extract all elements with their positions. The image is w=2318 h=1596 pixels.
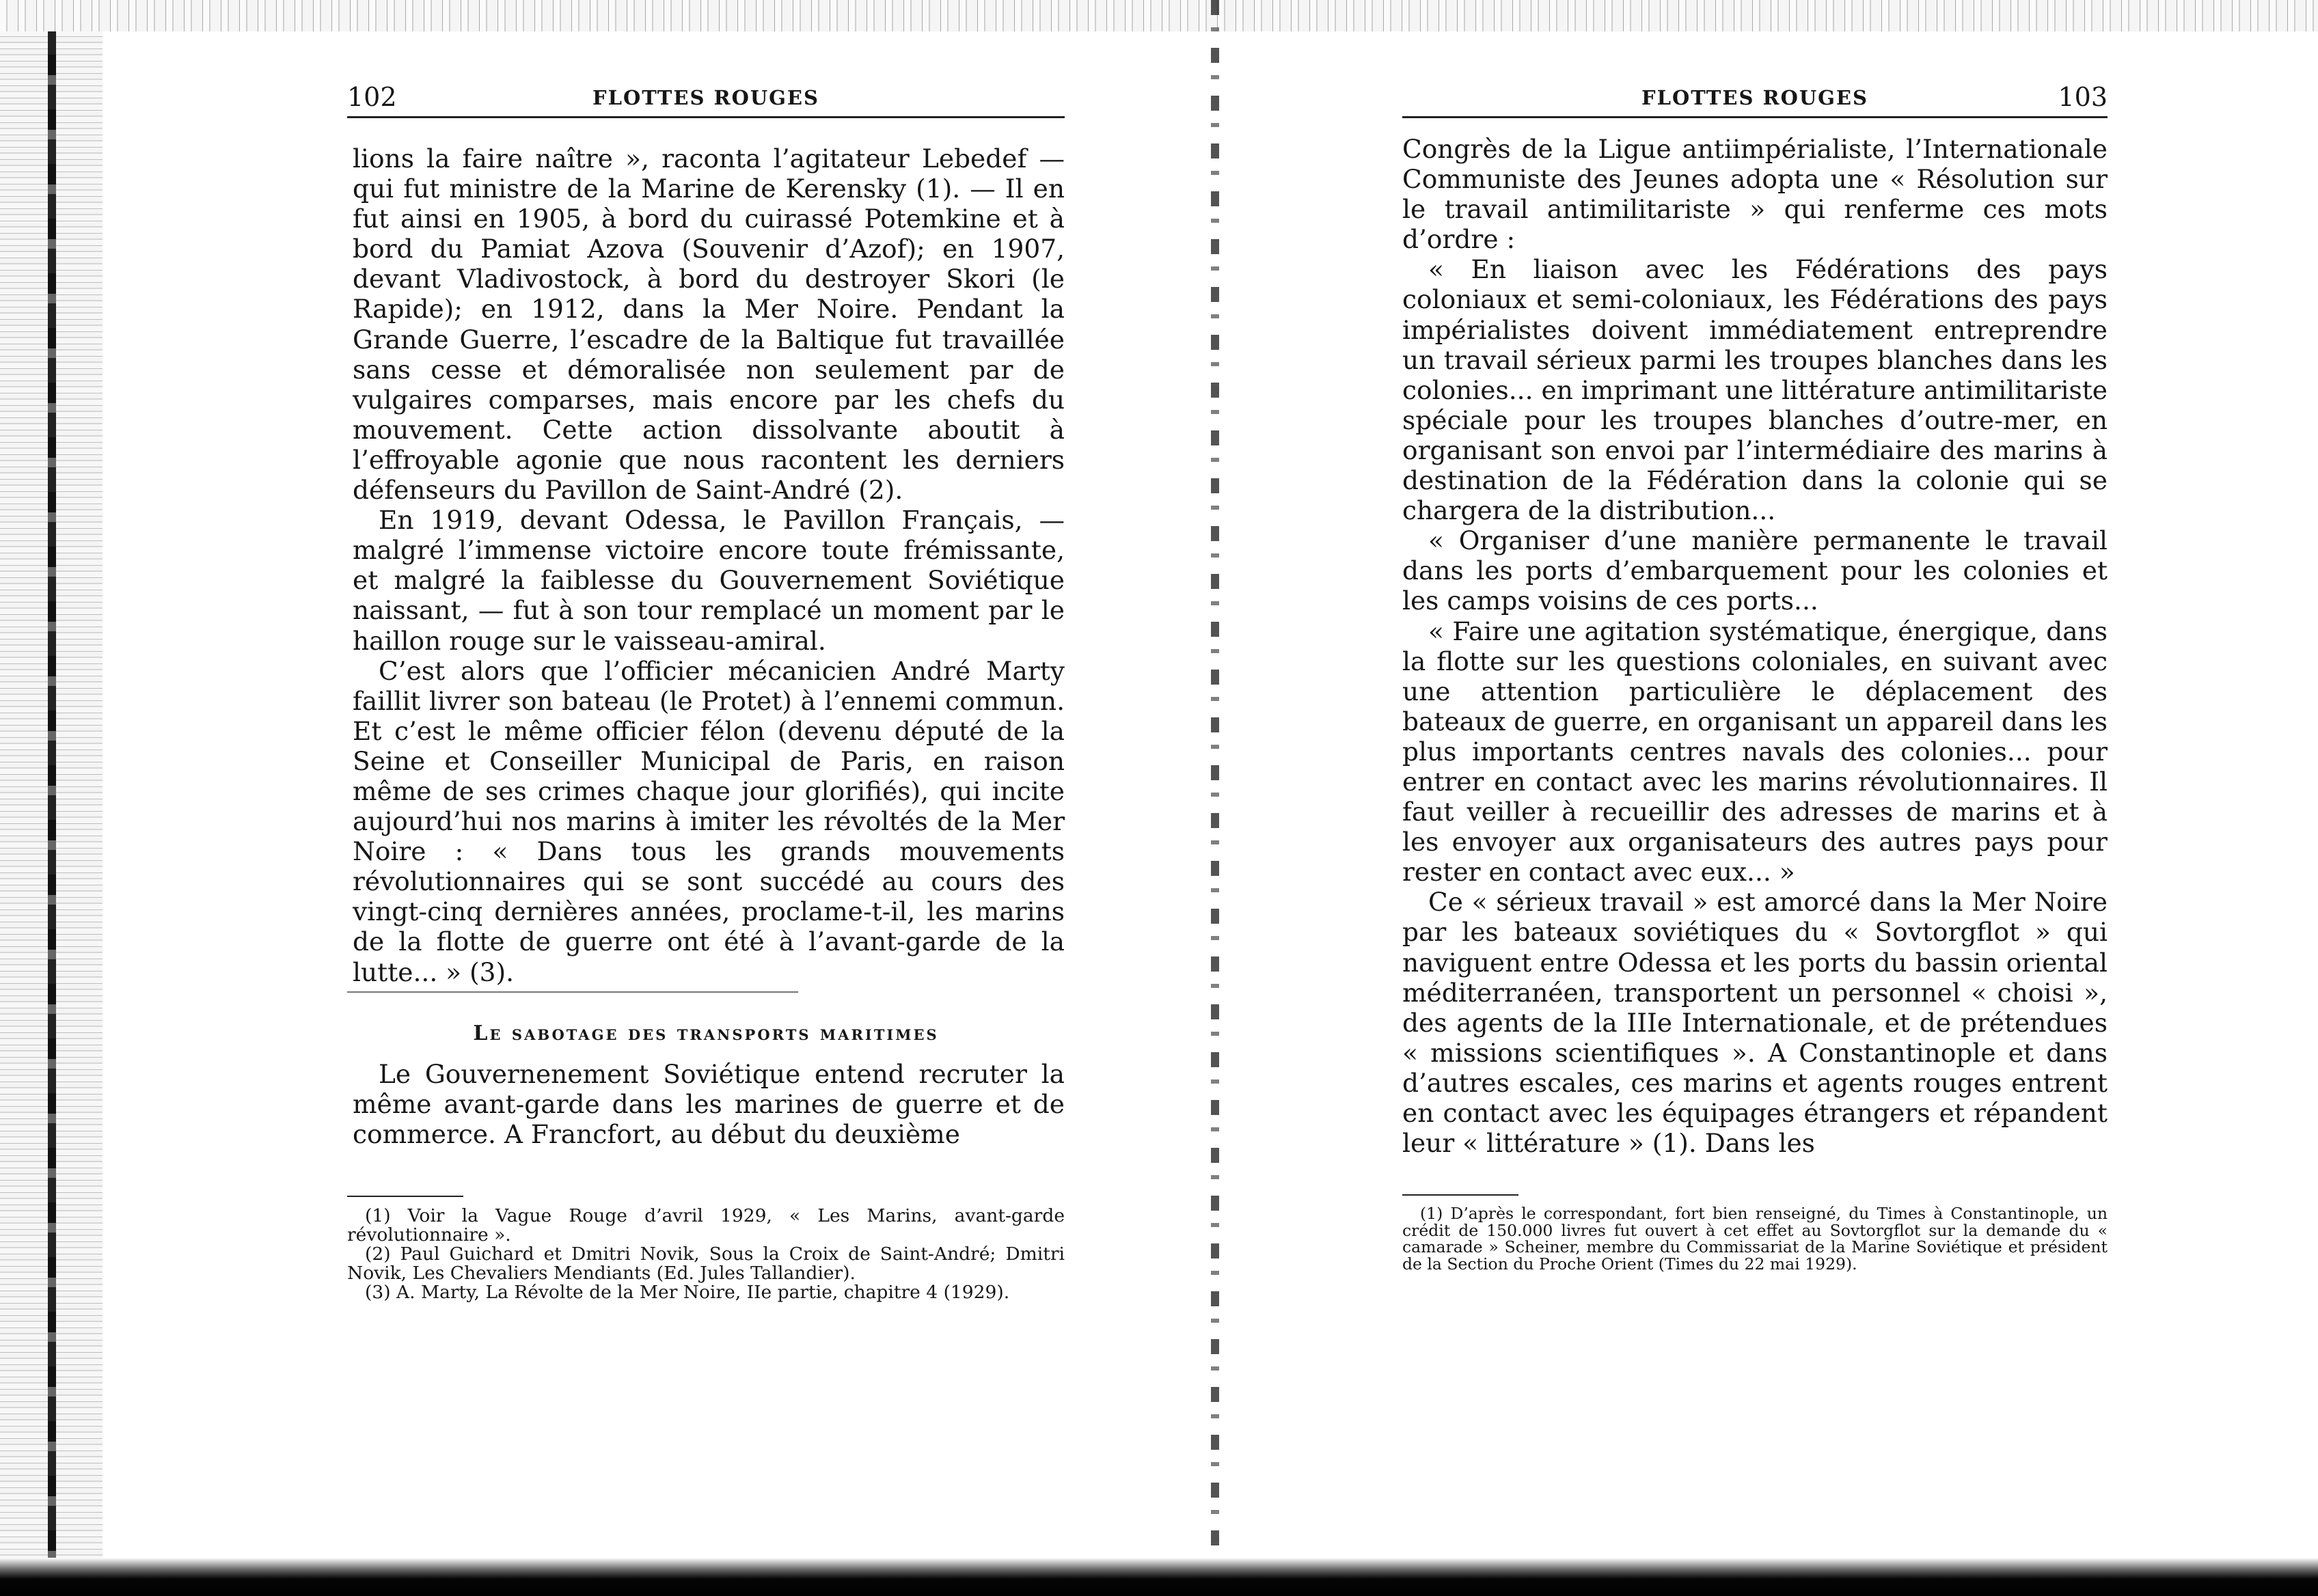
paragraph: C’est alors que l’officier mécanicien André Marty faillit livrer son bateau (le Protet) à l’ennemi commun. Et c’est le même officier félon (devenu député de la Seine et Conseiller Municipal de Paris, en raison même de ses crimes chaque jour glorifiés), qui incite aujourd’hui nos marins à imiter les révoltés de la Mer Noire : « Dans tous les grands mouvements révolutionnaires qui se sont succédé au cours des vingt-cinq dernières années, proclame-t-il, les marins de la flotte de guerre ont été à l’avant-garde de la lutte... » (3).: [353, 655, 1065, 987]
book-gutter: [1211, 0, 1219, 1596]
paragraph: En 1919, devant Odessa, le Pavillon Français, — malgré l’immense victoire encore toute frémissante, et malgré la faiblesse du Gouvernement Soviétique naissant, — fut à son tour remplacé un moment par le haillon rouge sur le vaisseau-amiral.: [353, 505, 1065, 656]
body-text: [1402, 134, 2108, 1158]
paragraph: Le Gouvernenement Soviétique entend recruter la même avant-garde dans les marines de guerre et de commerce. A Francfort, au début du deuxième: [353, 1058, 1065, 1149]
footnote: (2) Paul Guichard et Dmitri Novik, Sous la Croix de Saint-André; Dmitri Novik, Les Chevaliers Mendiants (Ed. Jules Tallandier).: [347, 1243, 1065, 1284]
footnote-rule: [1402, 1194, 1518, 1196]
section-title: Le sabotage des transports maritimes: [473, 1021, 939, 1045]
scan-left-edge: [0, 0, 103, 1596]
body-text: [347, 143, 1065, 1149]
paragraph: Congrès de la Ligue antiimpérialiste, l’Internationale Communiste des Jeunes adopta une « Résolution sur le travail antimilitariste » qui renferme ces mots d’ordre :: [1402, 134, 2108, 255]
page-header: [1402, 77, 2108, 118]
footnotes: [1402, 1194, 2108, 1272]
running-title: FLOTTES ROUGES: [1641, 86, 1868, 109]
footnote-rule: [347, 1196, 463, 1197]
running-title: FLOTTES ROUGES: [592, 86, 819, 109]
paragraph: lions la faire naître », raconta l’agitateur Lebedef — qui fut ministre de la Marine de Kerensky (1). — Il en fut ainsi en 1905, à bord du cuirassé Potemkine et à bord du Pamiat Azova (Souvenir d’Azof); en 1907, devant Vladivostock, à bord du destroyer Skori (le Rapide); en 1912, dans la Mer Noire. Pendant la Grande Guerre, l’escadre de la Baltique fut travaillée sans cesse et démoralisée non seulement par de vulgaires comparses, mais encore par les chefs du mouvement. Cette action dissolvante aboutit à l’effroyable agonie que nous racontent les derniers défenseurs du Pavillon de Saint-André (2).: [353, 143, 1065, 506]
left-page: [347, 0, 1065, 1596]
paragraph: « Faire une agitation systématique, énergique, dans la flotte sur les questions coloniales, en suivant avec une attention particulière le déplacement des bateaux de guerre, en organisant un appareil dans les plus importants centres navals des colonies... pour entrer en contact avec les marins révolutionnaires. Il faut veiller à recueillir des adresses de marins et à les envoyer aux organisateurs des autres pays pour rester en contact avec eux... »: [1402, 616, 2108, 888]
page-header: [347, 77, 1065, 118]
footnotes: [347, 1196, 1065, 1302]
page-number: 103: [2058, 82, 2108, 112]
paragraph: « Organiser d’une manière permanente le travail dans les ports d’embarquement pour les colonies et les camps voisins de ces ports...: [1402, 525, 2108, 616]
paragraph: Ce « sérieux travail » est amorcé dans la Mer Noire par les bateaux soviétiques du « Sovtorgflot » qui naviguent entre Odessa et les ports du bassin oriental méditerranéen, transportent un personnel « choisi », des agents de la IIIe Internationale, et de prétendues « missions scientifiques ». A Constantinople et dans d’autres escales, ces marins et agents rouges entrent en contact avec les équipages étrangers et répandent leur « littérature » (1). Dans les: [1402, 887, 2108, 1159]
paragraph: « En liaison avec les Fédérations des pays coloniaux et semi-coloniaux, les Fédérations des pays impérialistes doivent immédiatement entreprendre un travail sérieux parmi les troupes blanches dans les colonies... en imprimant une littérature antimilitariste spéciale pour les troupes blanches d’outre-mer, en organisant son envoi par l’intermédiaire des marins à destination de la Fédération dans la colonie qui se chargera de la distribution...: [1402, 254, 2108, 526]
footnote: (3) A. Marty, La Révolte de la Mer Noire, IIe partie, chapitre 4 (1929).: [365, 1282, 1010, 1303]
footnote: (1) Voir la Vague Rouge d’avril 1929, « Les Marins, avant-garde révolutionnaire ».: [347, 1205, 1065, 1246]
page-number: 102: [347, 82, 397, 112]
divider: [347, 991, 798, 993]
footnote: (1) D’après le correspondant, fort bien renseigné, du Times à Constantinople, un crédit de 150.000 livres fut ouvert à cet effet au Sovtorgflot sur la demande du « camarade » Scheiner, membre du Commissariat de la Marine Soviétique et président de la Section du Proche Orient (Times du 22 mai 1929).: [1402, 1204, 2108, 1274]
right-page: [1402, 0, 2108, 1596]
